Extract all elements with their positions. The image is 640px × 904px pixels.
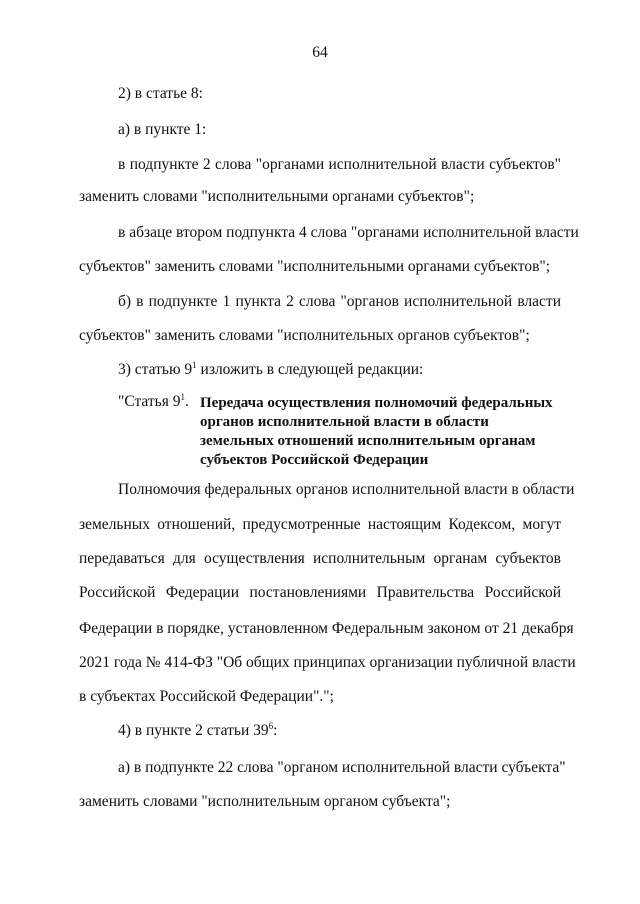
text-fragment: 4) в пункте 2 статьи 39	[118, 722, 269, 739]
superscript: 1	[180, 392, 185, 402]
paragraph-line: в субъектах Российской Федерации".";	[79, 688, 334, 705]
paragraph-line: субъектов" заменить словами "исполнительных органов субъектов";	[79, 327, 530, 344]
article-title-line: органов исполнительной власти в области	[200, 414, 489, 430]
paragraph-line: а) в подпункте 22 слова "органом исполнительной власти субъекта"	[118, 759, 566, 776]
list-item-statya-39-6	[118, 723, 277, 739]
superscript: 6	[268, 721, 274, 731]
paragraph-line: Федерации в порядке, установленном Федеральным законом от 21 декабря	[79, 620, 574, 637]
paragraph-line: Полномочия федеральных органов исполнительной власти в области	[118, 481, 575, 498]
paragraph-line: передаваться для осуществления исполнительным органам субъектов	[79, 550, 561, 567]
article-title	[200, 394, 553, 470]
text-fragment: "Статья 9	[118, 393, 181, 410]
paragraph-line: б) в подпункте 1 пункта 2 слова "органов исполнительной власти	[118, 293, 561, 310]
article-title-line: субъектов Российской Федерации	[200, 452, 429, 468]
page-number: 64	[312, 44, 328, 61]
superscript: 1	[192, 360, 197, 370]
paragraph-line: заменить словами "исполнительными органами субъектов";	[79, 188, 475, 205]
text-fragment: 3) статью 9	[118, 361, 193, 378]
article-title-line: земельных отношений исполнительным органам	[200, 433, 536, 449]
list-item-statya-9-1	[118, 362, 423, 378]
paragraph-line: заменить словами "исполнительным органом субъекта";	[79, 793, 451, 810]
sub-item-a-punkt-1: а) в пункте 1:	[118, 121, 207, 138]
paragraph-line: в подпункте 2 слова "органами исполнительной власти субъектов"	[118, 156, 561, 173]
paragraph-line: субъектов" заменить словами "исполнительными органами субъектов";	[79, 258, 551, 275]
list-item-statya-8: 2) в статье 8:	[118, 85, 203, 102]
paragraph-line: 2021 года № 414-ФЗ "Об общих принципах организации публичной власти	[79, 654, 576, 671]
article-title-line: Передача осуществления полномочий федеральных	[200, 395, 553, 411]
article-label	[118, 394, 189, 410]
text-fragment: изложить в следующей редакции:	[196, 361, 424, 378]
text-fragment: .	[185, 393, 189, 410]
text-fragment: :	[273, 722, 278, 739]
paragraph-line: в абзаце втором подпункта 4 слова "органами исполнительной власти	[118, 224, 579, 241]
paragraph-line: Российской Федерации постановлениями Правительства Российской	[79, 584, 561, 601]
paragraph-line: земельных отношений, предусмотренные настоящим Кодексом, могут	[79, 516, 561, 533]
